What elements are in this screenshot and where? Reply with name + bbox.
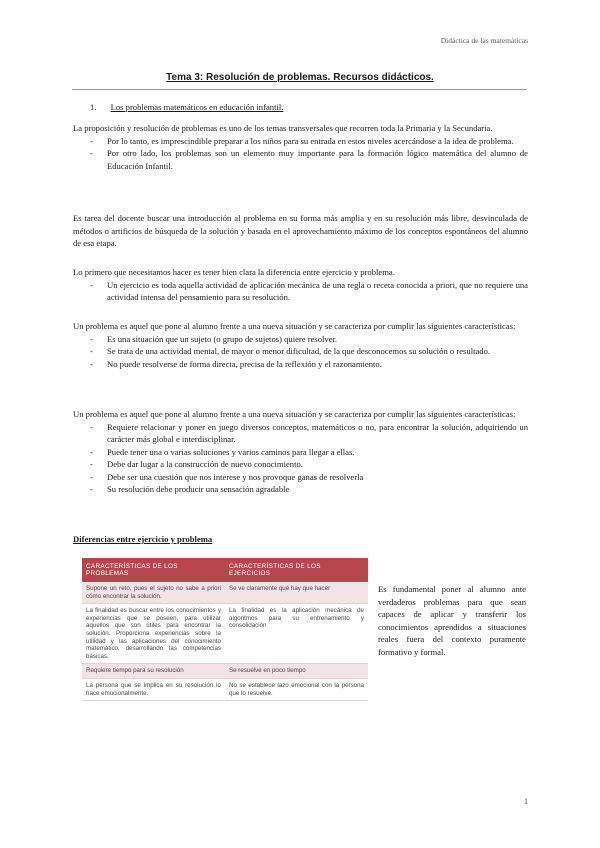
paragraph-text: Un problema es aquel que pone al alumno frente a una nueva situación y se caracteriza por cumplir las siguientes características: bbox=[73, 321, 516, 331]
bullet-list-1 bbox=[73, 135, 528, 173]
subheading: Diferencias entre ejercicio y problema bbox=[73, 534, 213, 544]
table-row bbox=[82, 678, 368, 700]
paragraph-text: Lo primero que necesitamos hacer es tener bien clara la diferencia entre ejercicio y problema. bbox=[73, 267, 395, 277]
bullet-list-2 bbox=[73, 279, 528, 304]
table-header-problems: CARACTERÍSTICAS DE LOS PROBLEMAS bbox=[82, 558, 225, 582]
paragraph-4 bbox=[73, 320, 528, 370]
running-header: Didáctica de las matemáticas bbox=[440, 36, 528, 45]
page-number: 1 bbox=[524, 797, 528, 806]
page-title: Tema 3: Resolución de problemas. Recursos didácticos. bbox=[166, 72, 434, 83]
table-header-row bbox=[82, 558, 368, 582]
table-cell: La finalidad es la aplicación mecánica de algoritmos para su entrenamiento y consolidación bbox=[225, 604, 368, 664]
title-rule bbox=[72, 89, 527, 90]
paragraph-text: Un problema es aquel que pone al alumno frente a una nueva situación y se caracteriza por cumplir las siguientes características: bbox=[73, 409, 516, 419]
list-item: - Por otro lado, los problemas son un elemento muy importante para la formación lógico matemática del alumno de Educación Infantil. bbox=[73, 147, 528, 172]
table-row bbox=[82, 582, 368, 604]
list-item: - Es una situación que un sujeto (o grupo de sujetos) quiere resolver. bbox=[73, 333, 528, 346]
comparison-table bbox=[82, 558, 368, 701]
table-row bbox=[82, 664, 368, 679]
paragraph-2: Es tarea del docente buscar una introducción al problema en su forma más amplia y en su resolución más libre, desvinculada de métodos o artificios de búsqueda de la solución y basada en el aprovechamiento máximo de los conceptos espontáneos del alumno de esa etapa. bbox=[73, 213, 528, 248]
list-item: - No puede resolverse de forma directa, precisa de la reflexión y el razonamiento. bbox=[73, 358, 528, 371]
list-item: - Debe dar lugar a la construcción de nuevo conocimiento. bbox=[73, 458, 528, 471]
table-header-exercises: CARACTERÍSTICAS DE LOS EJERCICIOS bbox=[225, 558, 368, 582]
paragraph-text: La proposición y resolución de problemas es uno de los temas transversales que recorren toda la Primaria y la Secundaria. bbox=[73, 123, 493, 133]
paragraph-1 bbox=[73, 122, 528, 172]
section-title: Los problemas matemáticos en educación infantil. bbox=[110, 102, 284, 112]
table-cell: Se ve claramente qué hay que hacer bbox=[225, 582, 368, 604]
list-item: - Un ejercicio es toda aquella actividad de aplicación mecánica de una regla o receta conocida a priori, que no requiere una actividad intensa del pensamiento para su resolución. bbox=[73, 279, 528, 304]
table-cell: Supone un reto, pues el sujeto no sabe a priori cómo encontrar la solución. bbox=[82, 582, 225, 604]
bullet-list-3 bbox=[73, 333, 528, 371]
list-item: - Por lo tanto, es imprescindible preparar a los niños para su entrada en estos niveles acercándose a la idea de problema. bbox=[73, 135, 528, 148]
table-row bbox=[82, 604, 368, 664]
bullet-list-4 bbox=[73, 421, 528, 496]
list-item: - Se trata de una actividad mental, de mayor o menor dificultad, de la que desconocemos su solución o resultado. bbox=[73, 345, 528, 358]
paragraph-3 bbox=[73, 266, 528, 304]
table-cell: La finalidad es buscar entre los conocimientos y experiencias que se poseen, para utilizar aquellos que son útiles para encontrar la solución. Proporciona experiencias sobre la utilidad y las aplicaciones del conocimiento matemático, desarrollando las competencias básicas. bbox=[82, 604, 225, 664]
table-cell: No se establece lazo emocional con la persona que lo resuelve. bbox=[225, 678, 368, 700]
section-number: 1. bbox=[90, 102, 97, 112]
list-item: - Requiere relacionar y poner en juego diversos conceptos, matemáticos o no, para encontrar la solución, adquiriendo un carácter más global e interdisciplinar. bbox=[73, 421, 528, 446]
side-note: Es fundamental poner al alumno ante verdaderos problemas para que sean capaces de aplicar y transferir los conocimientos aprendidos a situaciones reales fuera del contexto puramente formativo y formal. bbox=[378, 584, 526, 657]
list-item: - Debe ser una cuestión que nos interese y nos provoque ganas de resolverla bbox=[73, 471, 528, 484]
paragraph-5 bbox=[73, 408, 528, 496]
table-cell: La persona que se implica en su resolución lo hace emocionalmente. bbox=[82, 678, 225, 700]
section-heading bbox=[90, 102, 283, 112]
list-item: - Puede tener una o varias soluciones y varios caminos para llegar a ellas. bbox=[73, 446, 528, 459]
table-cell: Requiere tiempo para su resolución bbox=[82, 664, 225, 679]
table-cell: Se resuelve en poco tiempo bbox=[225, 664, 368, 679]
list-item: - Su resolución debe producir una sensación agradable bbox=[73, 483, 528, 496]
